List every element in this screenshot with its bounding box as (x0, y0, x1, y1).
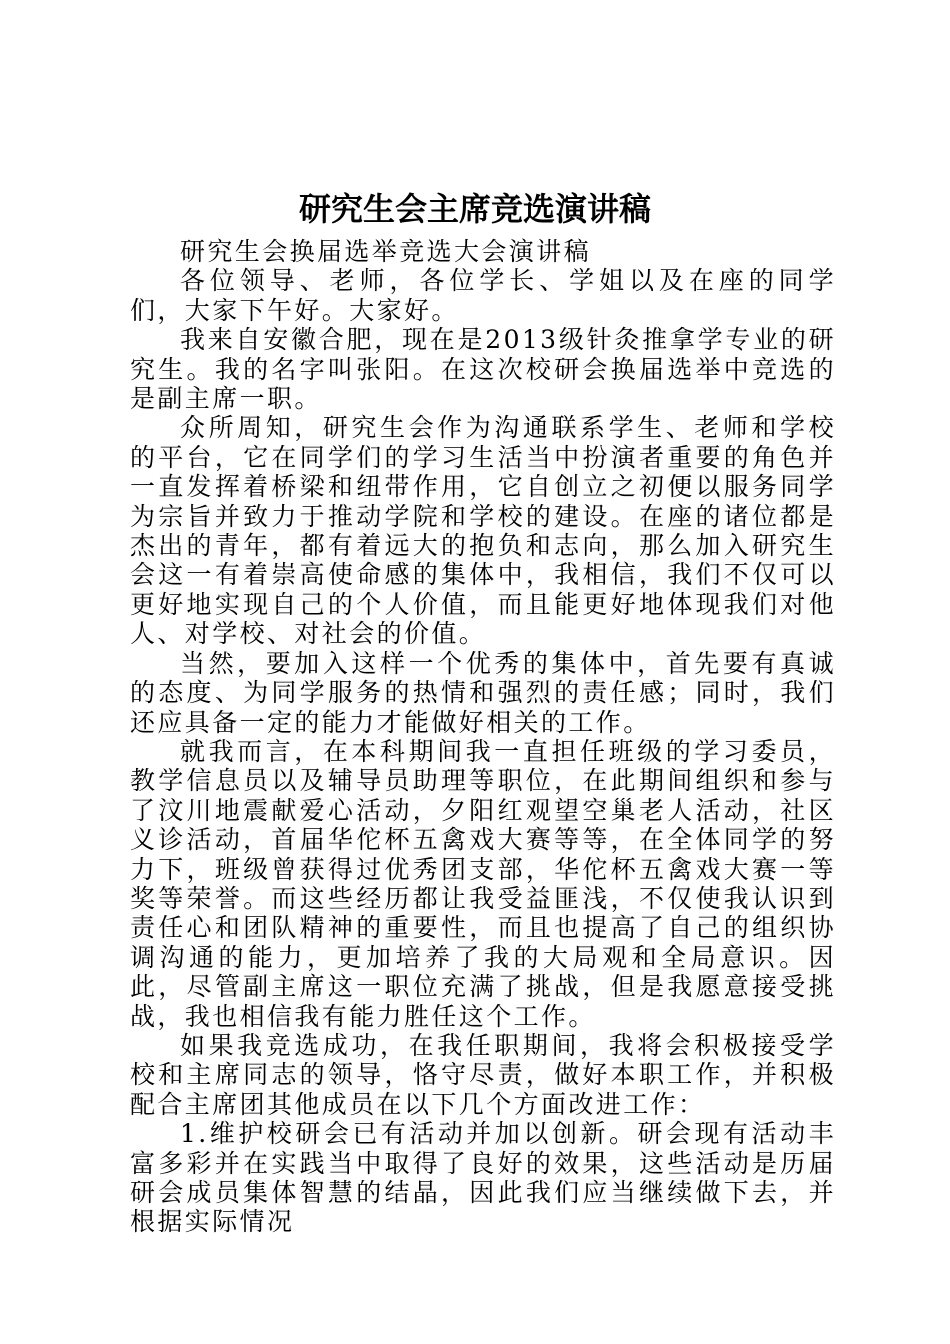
paragraph-introduction: 我来自安徽合肥，现在是2013级针灸推拿学专业的研究生。我的名字叫张阳。在这次校研会换届选举中竞选的是副主席一职。 (130, 325, 836, 414)
paragraph-requirements: 当然，要加入这样一个优秀的集体中，首先要有真诚的态度、为同学服务的热情和强烈的责任感；同时，我们还应具备一定的能力才能做好相关的工作。 (130, 648, 836, 737)
paragraph-plan-item-1: 1.维护校研会已有活动并加以创新。研会现有活动丰富多彩并在实践当中取得了良好的效果，这些活动是历届研会成员集体智慧的结晶，因此我们应当继续做下去，并根据实际情况 (130, 1119, 836, 1237)
document-body (130, 237, 836, 1237)
paragraph-subtitle: 研究生会换届选举竞选大会演讲稿 (180, 237, 592, 266)
document-title: 研究生会主席竞选演讲稿 (298, 190, 651, 228)
paragraph-about-union: 众所周知，研究生会作为沟通联系学生、老师和学校的平台，它在同学们的学习生活当中扮演者重要的角色并一直发挥着桥梁和纽带作用，它自创立之初便以服务同学为宗旨并致力于推动学院和学校的建设。在座的诸位都是杰出的青年，都有着远大的抱负和志向，那么加入研究生会这一有着崇高使命感的集体中，我相信，我们不仅可以更好地实现自己的个人价值，而且能更好地体现我们对他人、对学校、对社会的价值。 (130, 413, 836, 649)
paragraph-experience: 就我而言，在本科期间我一直担任班级的学习委员，教学信息员以及辅导员助理等职位，在此期间组织和参与了汶川地震献爱心活动，夕阳红观望空巢老人活动，社区义诊活动，首届华佗杯五禽戏大赛等等，在全体同学的努力下，班级曾获得过优秀团支部，华佗杯五禽戏大赛一等奖等荣誉。而这些经历都让我受益匪浅，不仅使我认识到责任心和团队精神的重要性，而且也提高了自己的组织协调沟通的能力，更加培养了我的大局观和全局意识。因此，尽管副主席这一职位充满了挑战，但是我愿意接受挑战，我也相信我有能力胜任这个工作。 (130, 736, 836, 1031)
paragraph-greeting: 各位领导、老师，各位学长、学姐以及在座的同学们，大家下午好。大家好。 (130, 266, 836, 325)
paragraph-plans: 如果我竞选成功，在我任职期间，我将会积极接受学校和主席同志的领导，恪守尽责，做好本职工作，并积极配合主席团其他成员在以下几个方面改进工作： (130, 1030, 836, 1119)
